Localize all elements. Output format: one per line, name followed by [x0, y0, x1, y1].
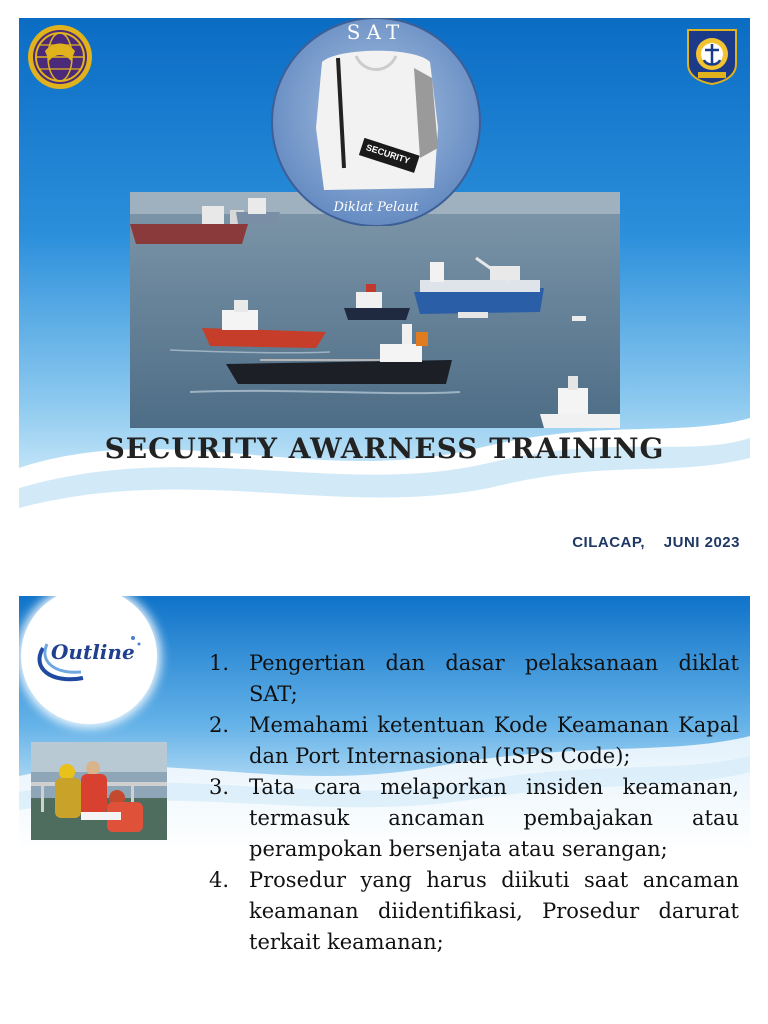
ministry-logo-icon [25, 21, 95, 93]
slide-title: SECURITY AWARNESS TRAINING [104, 432, 665, 465]
badge-signature-text: Diklat Pelaut [333, 200, 419, 215]
list-item [209, 648, 739, 710]
outline-slide [19, 596, 750, 1024]
outline-list [209, 648, 739, 958]
list-item-number: 4. [209, 868, 230, 892]
academy-shield-logo-icon [684, 26, 740, 86]
outline-logo-text: Outline [51, 640, 135, 664]
list-item-number: 3. [209, 775, 230, 799]
list-item [209, 710, 739, 772]
sat-security-badge [264, 18, 488, 226]
date-text: JUNI 2023 [663, 534, 740, 551]
badge-title-text: SAT [346, 20, 406, 44]
list-item-text: Memahami ketentuan Kode Keamanan Kapal dan Port Internasional (ISPS Code); [249, 713, 739, 768]
location-date [572, 534, 740, 551]
list-item-text: Tata cara melaporkan insiden keamanan, termasuk ancaman pembajakan atau perampokan bersenjata atau serangan; [249, 775, 739, 861]
list-item [209, 865, 739, 958]
badge-security-label: SECURITY [364, 142, 412, 166]
list-item-number: 2. [209, 713, 230, 737]
list-item-number: 1. [209, 651, 230, 675]
workers-photo [31, 742, 167, 840]
location-text: CILACAP, [572, 534, 646, 551]
list-item-text: Pengertian dan dasar pelaksanaan diklat SAT; [249, 651, 739, 706]
title-slide [19, 18, 750, 575]
outline-logo-badge [21, 596, 157, 724]
list-item-text: Prosedur yang harus diikuti saat ancaman keamanan diidentifikasi, Prosedur darurat terkait keamanan; [249, 868, 739, 954]
list-item [209, 772, 739, 865]
ships-at-sea-photo [130, 192, 620, 428]
